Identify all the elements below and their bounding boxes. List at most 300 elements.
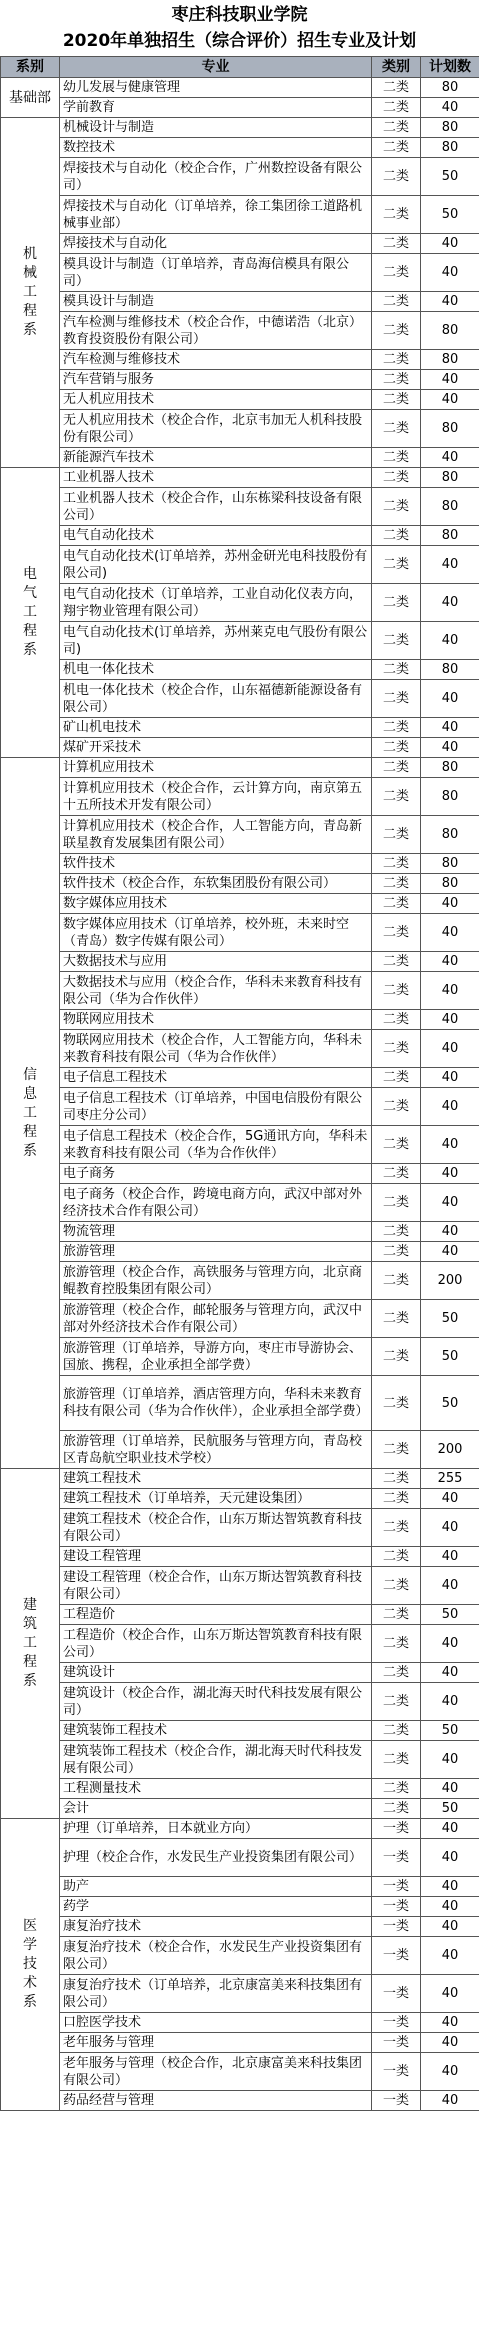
table-row (1, 1937, 479, 1975)
plan-cell: 40 (421, 1917, 479, 1937)
plan-cell: 40 (421, 1068, 479, 1088)
category-cell: 二类 (372, 138, 421, 158)
category-cell: 二类 (372, 584, 421, 622)
table-row (1, 2013, 479, 2033)
major-cell: 计算机应用技术 (60, 758, 372, 778)
major-cell: 康复治疗技术（订单培养，北京康富美来科技集团有限公司） (60, 1975, 372, 2013)
plan-cell: 40 (421, 546, 479, 584)
major-cell: 软件技术（校企合作，东软集团股份有限公司） (60, 874, 372, 894)
major-cell: 电子信息工程技术 (60, 1068, 372, 1088)
table-row (1, 2091, 479, 2111)
plan-cell: 40 (421, 894, 479, 914)
major-cell: 机械设计与制造 (60, 118, 372, 138)
table-row (1, 1431, 479, 1469)
category-cell: 二类 (372, 1721, 421, 1741)
major-cell: 矿山机电技术 (60, 718, 372, 738)
major-cell: 电气自动化技术（订单培养，工业自动化仪表方向，翔宇物业管理有限公司） (60, 584, 372, 622)
table-row (1, 1721, 479, 1741)
plan-cell: 40 (421, 1222, 479, 1242)
category-cell: 二类 (372, 1567, 421, 1605)
major-cell: 电气自动化技术(订单培养，苏州莱克电气股份有限公司) (60, 622, 372, 660)
plan-cell: 40 (421, 1897, 479, 1917)
major-cell: 工程测量技术 (60, 1779, 372, 1799)
plan-cell: 40 (421, 1663, 479, 1683)
major-cell: 老年服务与管理（校企合作，北京康富美来科技集团有限公司） (60, 2053, 372, 2091)
major-cell: 汽车检测与维修技术 (60, 350, 372, 370)
plan-cell: 40 (421, 292, 479, 312)
plan-cell: 40 (421, 1877, 479, 1897)
category-cell: 二类 (372, 546, 421, 584)
plan-cell: 40 (421, 680, 479, 718)
table-row (1, 468, 479, 488)
table-row (1, 526, 479, 546)
major-cell: 建筑工程技术（校企合作，山东万斯达智筑教育科技有限公司） (60, 1509, 372, 1547)
plan-cell: 40 (421, 2053, 479, 2091)
table-row (1, 138, 479, 158)
major-cell: 电气自动化技术(订单培养，苏州金研光电科技股份有限公司) (60, 546, 372, 584)
category-cell: 二类 (372, 1164, 421, 1184)
plan-cell: 80 (421, 118, 479, 138)
header-system: 系别 (1, 57, 60, 78)
category-cell: 二类 (372, 874, 421, 894)
category-cell: 二类 (372, 488, 421, 526)
major-cell: 建筑工程技术 (60, 1469, 372, 1489)
major-cell: 焊接技术与自动化（订单培养，徐工集团徐工道路机械事业部） (60, 196, 372, 234)
plan-cell: 40 (421, 972, 479, 1010)
plan-cell: 50 (421, 1721, 479, 1741)
plan-cell: 80 (421, 488, 479, 526)
category-cell: 二类 (372, 1663, 421, 1683)
category-cell: 二类 (372, 1030, 421, 1068)
category-cell: 二类 (372, 1683, 421, 1721)
system-cell (1, 468, 60, 758)
table-row (1, 914, 479, 952)
plan-cell: 40 (421, 1030, 479, 1068)
plan-cell: 50 (421, 196, 479, 234)
plan-cell: 40 (421, 448, 479, 468)
table-row (1, 1917, 479, 1937)
system-cell (1, 78, 60, 118)
major-cell: 数字媒体应用技术 (60, 894, 372, 914)
table-row (1, 1030, 479, 1068)
major-cell: 煤矿开采技术 (60, 738, 372, 758)
major-cell: 建设工程管理 (60, 1547, 372, 1567)
category-cell: 二类 (372, 1010, 421, 1030)
table-row (1, 350, 479, 370)
plan-cell: 80 (421, 660, 479, 680)
table-row (1, 1068, 479, 1088)
category-cell: 二类 (372, 1625, 421, 1663)
table-row (1, 448, 479, 468)
major-cell: 药学 (60, 1897, 372, 1917)
category-cell: 二类 (372, 1469, 421, 1489)
major-cell: 旅游管理（订单培养，导游方向，枣庄市导游协会、国旅、携程，企业承担全部学费） (60, 1338, 372, 1376)
major-cell: 焊接技术与自动化 (60, 234, 372, 254)
category-cell: 二类 (372, 622, 421, 660)
table-row (1, 816, 479, 854)
category-cell: 二类 (372, 1376, 421, 1431)
category-cell: 二类 (372, 1547, 421, 1567)
major-cell: 数控技术 (60, 138, 372, 158)
category-cell: 二类 (372, 468, 421, 488)
system-cell (1, 758, 60, 1469)
category-cell: 二类 (372, 816, 421, 854)
major-cell: 助产 (60, 1877, 372, 1897)
major-cell: 建筑工程技术（订单培养，天元建设集团） (60, 1489, 372, 1509)
plan-cell: 40 (421, 1975, 479, 2013)
category-cell: 二类 (372, 660, 421, 680)
category-cell: 一类 (372, 1975, 421, 2013)
major-cell: 汽车营销与服务 (60, 370, 372, 390)
table-row (1, 410, 479, 448)
table-row (1, 1242, 479, 1262)
plan-cell: 40 (421, 1567, 479, 1605)
header-category: 类别 (372, 57, 421, 78)
major-cell: 学前教育 (60, 98, 372, 118)
category-cell: 二类 (372, 78, 421, 98)
system-name: 基础部 (9, 89, 51, 106)
major-cell: 建筑装饰工程技术（校企合作，湖北海天时代科技发展有限公司） (60, 1741, 372, 1779)
table-row (1, 660, 479, 680)
category-cell: 二类 (372, 312, 421, 350)
category-cell: 二类 (372, 158, 421, 196)
major-cell: 康复治疗技术（校企合作，水发民生产业投资集团有限公司） (60, 1937, 372, 1975)
category-cell: 二类 (372, 1242, 421, 1262)
table-row (1, 1376, 479, 1431)
major-cell: 汽车检测与维修技术（校企合作，中德诺浩（北京）教育投资股份有限公司） (60, 312, 372, 350)
document-title: 枣庄科技职业学院 (171, 5, 308, 25)
header-major: 专业 (60, 57, 372, 78)
system-cell (1, 1469, 60, 1819)
category-cell: 一类 (372, 2013, 421, 2033)
major-cell: 物联网应用技术 (60, 1010, 372, 1030)
system-name: 医学技术系 (23, 1918, 37, 2010)
table-row (1, 254, 479, 292)
category-cell: 一类 (372, 1917, 421, 1937)
system-name: 机械工程系 (23, 246, 37, 338)
plan-cell: 40 (421, 1088, 479, 1126)
table-row (1, 98, 479, 118)
major-cell: 建筑装饰工程技术 (60, 1721, 372, 1741)
major-cell: 口腔医学技术 (60, 2013, 372, 2033)
major-cell: 大数据技术与应用（校企合作，华科未来教育科技有限公司（华为合作伙伴） (60, 972, 372, 1010)
plan-cell: 200 (421, 1262, 479, 1300)
major-cell: 软件技术 (60, 854, 372, 874)
table-row (1, 158, 479, 196)
plan-cell: 40 (421, 2013, 479, 2033)
major-cell: 旅游管理（订单培养，酒店管理方向，华科未来教育科技有限公司（华为合作伙伴），企业承担全部学费） (60, 1376, 372, 1431)
major-cell: 机电一体化技术 (60, 660, 372, 680)
major-cell: 旅游管理（校企合作，高铁服务与管理方向，北京商鲲教育控股集团有限公司） (60, 1262, 372, 1300)
table-row (1, 1741, 479, 1779)
category-cell: 二类 (372, 972, 421, 1010)
table-row (1, 1222, 479, 1242)
document-subtitle: 2020年单独招生（综合评价）招生专业及计划 (62, 31, 417, 51)
table-row (1, 1625, 479, 1663)
plan-cell: 40 (421, 1683, 479, 1721)
category-cell: 二类 (372, 1184, 421, 1222)
major-cell: 物流管理 (60, 1222, 372, 1242)
major-cell: 机电一体化技术（校企合作，山东福德新能源设备有限公司） (60, 680, 372, 718)
major-cell: 计算机应用技术（校企合作，人工智能方向，青岛新联星教育发展集团有限公司） (60, 816, 372, 854)
table-row (1, 292, 479, 312)
plan-cell: 40 (421, 390, 479, 410)
plan-cell: 40 (421, 1937, 479, 1975)
plan-cell: 40 (421, 1489, 479, 1509)
major-cell: 模具设计与制造 (60, 292, 372, 312)
plan-cell: 80 (421, 350, 479, 370)
plan-cell: 80 (421, 758, 479, 778)
major-cell: 护理（订单培养，日本就业方向） (60, 1819, 372, 1839)
system-cell (1, 118, 60, 468)
category-cell: 二类 (372, 1799, 421, 1819)
major-cell: 建筑设计 (60, 1663, 372, 1683)
table-row (1, 2033, 479, 2053)
table-row (1, 894, 479, 914)
major-cell: 工程造价（校企合作，山东万斯达智筑教育科技有限公司） (60, 1625, 372, 1663)
table-row (1, 488, 479, 526)
major-cell: 电子商务（校企合作，跨境电商方向，武汉中部对外经济技术合作有限公司） (60, 1184, 372, 1222)
system-name: 建筑工程系 (23, 1597, 37, 1689)
plan-cell: 50 (421, 1300, 479, 1338)
major-cell: 模具设计与制造（订单培养，青岛海信模具有限公司） (60, 254, 372, 292)
plan-cell: 50 (421, 1338, 479, 1376)
table-row (1, 1489, 479, 1509)
category-cell: 二类 (372, 234, 421, 254)
table-row (1, 1567, 479, 1605)
major-cell: 建筑设计（校企合作，湖北海天时代科技发展有限公司） (60, 1683, 372, 1721)
category-cell: 一类 (372, 2033, 421, 2053)
system-name: 电气工程系 (23, 566, 37, 658)
plan-cell: 40 (421, 738, 479, 758)
category-cell: 二类 (372, 1779, 421, 1799)
plan-cell: 40 (421, 234, 479, 254)
category-cell: 二类 (372, 1605, 421, 1625)
plan-cell: 40 (421, 622, 479, 660)
table-row (1, 390, 479, 410)
category-cell: 一类 (372, 1819, 421, 1839)
category-cell: 二类 (372, 680, 421, 718)
plan-cell: 80 (421, 816, 479, 854)
table-row (1, 854, 479, 874)
plan-cell: 80 (421, 410, 479, 448)
category-cell: 二类 (372, 1741, 421, 1779)
plan-cell: 40 (421, 1547, 479, 1567)
plan-cell: 80 (421, 138, 479, 158)
major-cell: 工程造价 (60, 1605, 372, 1625)
table-row (1, 1088, 479, 1126)
major-cell: 电子信息工程技术（订单培养，中国电信股份有限公司枣庄分公司） (60, 1088, 372, 1126)
table-row (1, 1010, 479, 1030)
major-cell: 无人机应用技术 (60, 390, 372, 410)
table-row (1, 622, 479, 660)
category-cell: 二类 (372, 738, 421, 758)
category-cell: 二类 (372, 292, 421, 312)
table-row (1, 1839, 479, 1877)
table-row (1, 718, 479, 738)
plan-cell: 40 (421, 2091, 479, 2111)
table-row (1, 1509, 479, 1547)
plan-cell: 40 (421, 1625, 479, 1663)
major-cell: 新能源汽车技术 (60, 448, 372, 468)
table-row (1, 1819, 479, 1839)
category-cell: 二类 (372, 118, 421, 138)
category-cell: 二类 (372, 952, 421, 972)
category-cell: 二类 (372, 410, 421, 448)
plan-cell: 40 (421, 1010, 479, 1030)
category-cell: 二类 (372, 778, 421, 816)
system-name: 信息工程系 (23, 1066, 37, 1159)
category-cell: 二类 (372, 254, 421, 292)
category-cell: 一类 (372, 1839, 421, 1877)
category-cell: 二类 (372, 1126, 421, 1164)
table-row (1, 1126, 479, 1164)
category-cell: 二类 (372, 1509, 421, 1547)
table-row (1, 1799, 479, 1819)
plan-cell: 40 (421, 98, 479, 118)
table-row (1, 1779, 479, 1799)
major-cell: 旅游管理（校企合作，邮轮服务与管理方向，武汉中部对外经济技术合作有限公司） (60, 1300, 372, 1338)
category-cell: 一类 (372, 1877, 421, 1897)
plan-cell: 40 (421, 1509, 479, 1547)
plan-cell: 40 (421, 1242, 479, 1262)
table-row (1, 1897, 479, 1917)
category-cell: 一类 (372, 2053, 421, 2091)
table-row (1, 1300, 479, 1338)
table-row (1, 1683, 479, 1721)
table-row (1, 1547, 479, 1567)
table-row (1, 78, 479, 98)
category-cell: 二类 (372, 98, 421, 118)
table-row (1, 1605, 479, 1625)
major-cell: 康复治疗技术 (60, 1917, 372, 1937)
table-row (1, 1262, 479, 1300)
table-row (1, 1338, 479, 1376)
plan-cell: 40 (421, 1779, 479, 1799)
major-cell: 旅游管理 (60, 1242, 372, 1262)
category-cell: 二类 (372, 350, 421, 370)
major-cell: 数字媒体应用技术（订单培养，校外班，未来时空（青岛）数字传媒有限公司） (60, 914, 372, 952)
plan-cell: 40 (421, 952, 479, 972)
category-cell: 二类 (372, 718, 421, 738)
category-cell: 二类 (372, 1068, 421, 1088)
plan-cell: 255 (421, 1469, 479, 1489)
category-cell: 二类 (372, 1489, 421, 1509)
major-cell: 工业机器人技术（校企合作，山东栋梁科技设备有限公司） (60, 488, 372, 526)
category-cell: 一类 (372, 1937, 421, 1975)
category-cell: 二类 (372, 1338, 421, 1376)
major-cell: 工业机器人技术 (60, 468, 372, 488)
category-cell: 二类 (372, 1088, 421, 1126)
major-cell: 焊接技术与自动化（校企合作，广州数控设备有限公司） (60, 158, 372, 196)
table-row (1, 1469, 479, 1489)
category-cell: 二类 (372, 448, 421, 468)
table-row (1, 1164, 479, 1184)
major-cell: 护理（校企合作，水发民生产业投资集团有限公司） (60, 1839, 372, 1877)
plan-cell: 40 (421, 584, 479, 622)
table-row (1, 1663, 479, 1683)
category-cell: 二类 (372, 1431, 421, 1469)
plan-cell: 50 (421, 1605, 479, 1625)
table-row (1, 584, 479, 622)
plan-cell: 80 (421, 312, 479, 350)
plan-cell: 40 (421, 1839, 479, 1877)
table-row (1, 1877, 479, 1897)
category-cell: 一类 (372, 2091, 421, 2111)
plan-cell: 50 (421, 1376, 479, 1431)
table-row (1, 972, 479, 1010)
category-cell: 二类 (372, 370, 421, 390)
category-cell: 二类 (372, 854, 421, 874)
plan-cell: 50 (421, 158, 479, 196)
table-row (1, 758, 479, 778)
plan-cell: 40 (421, 2033, 479, 2053)
major-cell: 老年服务与管理 (60, 2033, 372, 2053)
category-cell: 二类 (372, 390, 421, 410)
major-cell: 计算机应用技术（校企合作，云计算方向，南京第五十五所技术开发有限公司） (60, 778, 372, 816)
plan-cell: 40 (421, 370, 479, 390)
plan-cell: 80 (421, 874, 479, 894)
table-header-row (1, 57, 479, 78)
major-cell: 旅游管理（订单培养，民航服务与管理方向，青岛校区青岛航空职业技术学校） (60, 1431, 372, 1469)
table-row (1, 952, 479, 972)
category-cell: 二类 (372, 1300, 421, 1338)
plan-cell: 80 (421, 526, 479, 546)
plan-cell: 80 (421, 778, 479, 816)
category-cell: 二类 (372, 758, 421, 778)
plan-cell: 40 (421, 718, 479, 738)
table-row (1, 874, 479, 894)
table-row (1, 370, 479, 390)
plan-cell: 40 (421, 1741, 479, 1779)
table-row (1, 312, 479, 350)
category-cell: 二类 (372, 914, 421, 952)
table-row (1, 738, 479, 758)
major-cell: 药品经营与管理 (60, 2091, 372, 2111)
major-cell: 电子商务 (60, 1164, 372, 1184)
plan-cell: 50 (421, 1799, 479, 1819)
category-cell: 二类 (372, 894, 421, 914)
plan-cell: 80 (421, 78, 479, 98)
category-cell: 二类 (372, 526, 421, 546)
category-cell: 二类 (372, 1222, 421, 1242)
header-plan: 计划数 (421, 57, 479, 78)
table-row (1, 1184, 479, 1222)
plan-cell: 80 (421, 468, 479, 488)
major-cell: 电气自动化技术 (60, 526, 372, 546)
major-cell: 无人机应用技术（校企合作，北京韦加无人机科技股份有限公司） (60, 410, 372, 448)
major-cell: 大数据技术与应用 (60, 952, 372, 972)
category-cell: 二类 (372, 196, 421, 234)
plan-cell: 40 (421, 1164, 479, 1184)
major-cell: 建设工程管理（校企合作，山东万斯达智筑教育科技有限公司） (60, 1567, 372, 1605)
table-row (1, 680, 479, 718)
plan-cell: 40 (421, 914, 479, 952)
plan-cell: 40 (421, 254, 479, 292)
major-cell: 电子信息工程技术（校企合作，5G通讯方向，华科未来教育科技有限公司（华为合作伙伴） (60, 1126, 372, 1164)
table-row (1, 1975, 479, 2013)
plan-cell: 40 (421, 1184, 479, 1222)
plan-cell: 40 (421, 1819, 479, 1839)
table-row (1, 778, 479, 816)
table-row (1, 118, 479, 138)
plan-cell: 200 (421, 1431, 479, 1469)
table-row (1, 196, 479, 234)
table-row (1, 2053, 479, 2091)
table-row (1, 234, 479, 254)
table-body (1, 78, 479, 2111)
major-cell: 会计 (60, 1799, 372, 1819)
